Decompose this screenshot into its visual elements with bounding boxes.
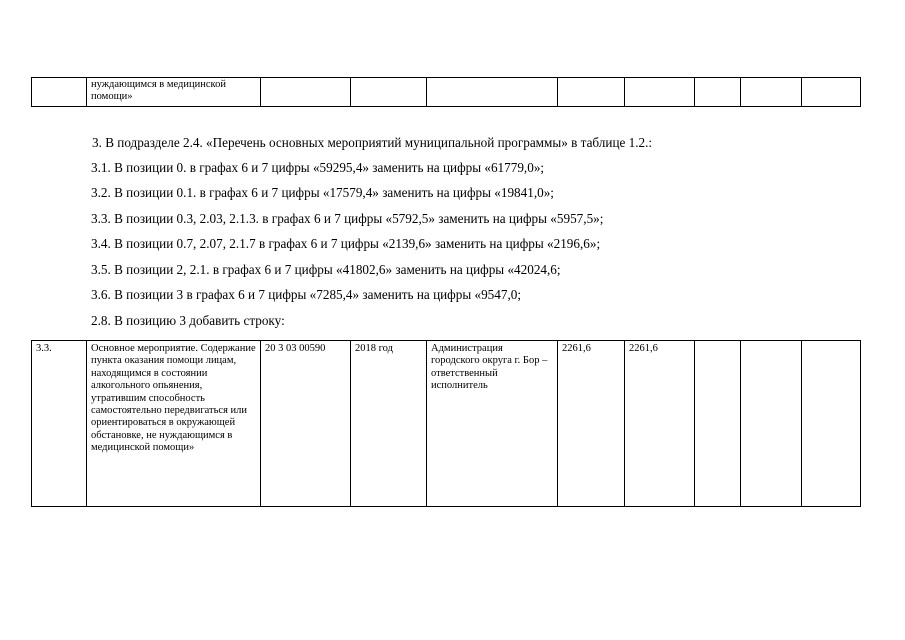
table-fragment-top bbox=[31, 77, 861, 107]
table-cell bbox=[741, 78, 802, 107]
table-cell bbox=[695, 78, 741, 107]
paragraph-item: 3.5. В позиции 2, 2.1. в графах 6 и 7 цифры «41802,6» заменить на цифры «42024,6; bbox=[91, 262, 561, 277]
paragraph-intro: 3. В подразделе 2.4. «Перечень основных мероприятий муниципальной программы» в таблице 1.2.: bbox=[92, 135, 653, 150]
table-cell bbox=[32, 78, 87, 107]
value-6-cell: 2261,6 bbox=[558, 341, 625, 507]
paragraph-item: 3.6. В позиции 3 в графах 6 и 7 цифры «7285,4» заменить на цифры «9547,0; bbox=[91, 287, 522, 302]
table-cell bbox=[802, 341, 861, 507]
paragraph-item: 3.4. В позиции 0.7, 2.07, 2.1.7 в графах 6 и 7 цифры «2139,6» заменить на цифры «2196,6»; bbox=[91, 236, 601, 251]
paragraph-item: 3.3. В позиции 0.3, 2.03, 2.1.3. в графах 6 и 7 цифры «5792,5» заменить на цифры «5957,5»; bbox=[91, 211, 604, 226]
row-number-cell: 3.3. bbox=[32, 341, 87, 507]
table-cell: нуждающимся в медицинской помощи» bbox=[87, 78, 261, 107]
code-cell: 20 3 03 00590 bbox=[261, 341, 351, 507]
table-cell bbox=[427, 78, 558, 107]
table-cell bbox=[802, 78, 861, 107]
paragraph-item: 3.1. В позиции 0. в графах 6 и 7 цифры «59295,4» заменить на цифры «61779,0»; bbox=[91, 160, 545, 175]
table-cell bbox=[261, 78, 351, 107]
table-cell bbox=[741, 341, 802, 507]
description-cell: Основное мероприятие. Содержание пункта оказания помощи лицам, находящимся в состоянии алкогольного опьянения, утратившим способность самостоятельно передвигаться или ориентироваться в окружающей обстановке, не нуждающимся в медицинской помощи» bbox=[87, 341, 261, 507]
table-row bbox=[32, 341, 861, 507]
table-cell bbox=[351, 78, 427, 107]
executor-cell: Администрация городского округа г. Бор – ответственный исполнитель bbox=[427, 341, 558, 507]
table-cell bbox=[695, 341, 741, 507]
value-7-cell: 2261,6 bbox=[625, 341, 695, 507]
table-cell bbox=[558, 78, 625, 107]
table-cell bbox=[625, 78, 695, 107]
paragraph-item: 2.8. В позицию 3 добавить строку: bbox=[91, 313, 285, 328]
paragraph-item: 3.2. В позиции 0.1. в графах 6 и 7 цифры «17579,4» заменить на цифры «19841,0»; bbox=[91, 185, 554, 200]
year-cell: 2018 год bbox=[351, 341, 427, 507]
table-new-row bbox=[31, 340, 861, 507]
table-row bbox=[32, 78, 861, 107]
